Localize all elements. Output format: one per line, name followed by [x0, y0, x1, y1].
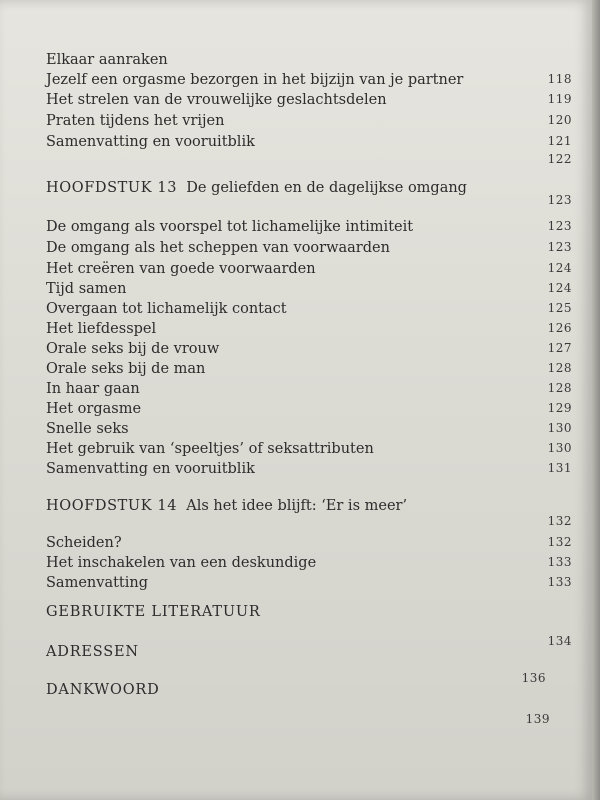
toc-entry-page: 121 — [547, 134, 572, 148]
toc-entry-title: Tijd samen — [46, 281, 127, 297]
toc-entry — [46, 92, 576, 112]
toc-entry-page: 125 — [547, 301, 572, 315]
toc-entry — [46, 575, 576, 595]
toc-entry-title: Praten tijdens het vrijen — [46, 113, 225, 129]
toc-entry-page: 118 — [547, 72, 572, 86]
toc-entry-page: 132 — [547, 535, 572, 549]
toc-entry — [46, 261, 576, 281]
toc-entry-page: 120 — [547, 113, 572, 127]
toc-section-addresses — [46, 644, 576, 664]
toc-section-acknowledgements — [46, 682, 576, 702]
toc-entry — [46, 421, 576, 441]
toc-entry-page: 130 — [547, 441, 572, 455]
toc-entry-title: Samenvatting en vooruitblik — [46, 134, 255, 150]
toc-entry-page: 128 — [547, 381, 572, 395]
toc-entry-page: 126 — [547, 321, 572, 335]
toc-entry-page: 133 — [547, 555, 572, 569]
toc-entry-title: Samenvatting en vooruitblik — [46, 461, 255, 477]
toc-entry-title: Orale seks bij de man — [46, 361, 206, 377]
chapter-14-title: Als het idee blijft: ‘Er is meer’ — [186, 498, 408, 514]
toc-entry — [46, 72, 576, 92]
toc-section-title: GEBRUIKTE LITERATUUR — [46, 604, 261, 620]
toc-entry — [46, 152, 576, 172]
chapter-13-page-row — [46, 193, 576, 213]
toc-section-acknowledgements-page — [46, 712, 576, 732]
page-edge — [592, 0, 600, 800]
toc-entry-page: 130 — [547, 421, 572, 435]
chapter-14-page: 132 — [547, 514, 572, 528]
toc-entry — [46, 401, 576, 421]
toc-entry-title: Het creëren van goede voorwaarden — [46, 261, 316, 277]
toc-entry-page: 123 — [547, 219, 572, 233]
toc-entry — [46, 381, 576, 401]
toc-entry-title: Snelle seks — [46, 421, 129, 437]
toc-entry — [46, 441, 576, 461]
toc-section-page: 134 — [547, 634, 572, 648]
toc-entry-page: 124 — [547, 281, 572, 295]
toc-entry-title: Elkaar aanraken — [46, 52, 168, 68]
toc-entry-title: Het orgasme — [46, 401, 142, 417]
toc-entry-title: Samenvatting — [46, 575, 148, 591]
toc-entry — [46, 219, 576, 239]
toc-entry — [46, 341, 576, 361]
toc-entry-page: 133 — [547, 575, 572, 589]
toc-entry-title: Overgaan tot lichamelijk contact — [46, 301, 287, 317]
toc-entry-page: 123 — [547, 240, 572, 254]
toc-entry — [46, 52, 576, 72]
chapter-14-prefix: HOOFDSTUK 14 — [46, 498, 178, 514]
toc-entry — [46, 361, 576, 381]
toc-entry-title: Scheiden? — [46, 535, 122, 551]
toc-section-title: ADRESSEN — [46, 644, 139, 660]
toc-entry-title: Het strelen van de vrouwelijke geslachtsdelen — [46, 92, 387, 108]
toc-entry-title: Jezelf een orgasme bezorgen in het bijzijn van je partner — [46, 72, 464, 88]
toc-entry — [46, 301, 576, 321]
toc-entry-page: 124 — [547, 261, 572, 275]
toc-section-page: 139 — [525, 712, 550, 726]
toc-entry — [46, 555, 576, 575]
toc-entry-title: Orale seks bij de vrouw — [46, 341, 220, 357]
toc-entry-title: In haar gaan — [46, 381, 140, 397]
toc-entry-page: 131 — [547, 461, 572, 475]
toc-section-literature — [46, 604, 576, 624]
toc-entry-title: De omgang als voorspel tot lichamelijke intimiteit — [46, 219, 414, 235]
toc-entry-page: 119 — [547, 92, 572, 106]
toc-section-title: DANKWOORD — [46, 682, 160, 698]
chapter-14-page-row — [46, 514, 576, 534]
toc-entry — [46, 281, 576, 301]
toc-entry-page: 129 — [547, 401, 572, 415]
toc-entry — [46, 240, 576, 260]
chapter-13-title: De geliefden en de dagelijkse omgang — [186, 180, 467, 196]
chapter-13-page: 123 — [547, 193, 572, 207]
toc-section-page: 136 — [521, 671, 546, 685]
toc-entry-page: 127 — [547, 341, 572, 355]
toc-entry-title: Het gebruik van ‘speeltjes’ of seksattributen — [46, 441, 374, 457]
toc-entry-title: Het liefdesspel — [46, 321, 157, 337]
toc-entry-title: De omgang als het scheppen van voorwaarden — [46, 240, 390, 256]
toc-entry-page: 128 — [547, 361, 572, 375]
toc-entry — [46, 461, 576, 481]
toc-entry — [46, 134, 576, 154]
toc-entry — [46, 113, 576, 133]
toc-entry-page: 122 — [547, 152, 572, 166]
toc-entry-title: Het inschakelen van een deskundige — [46, 555, 317, 571]
chapter-13-prefix: HOOFDSTUK 13 — [46, 180, 178, 196]
toc-entry — [46, 535, 576, 555]
toc-entry — [46, 321, 576, 341]
